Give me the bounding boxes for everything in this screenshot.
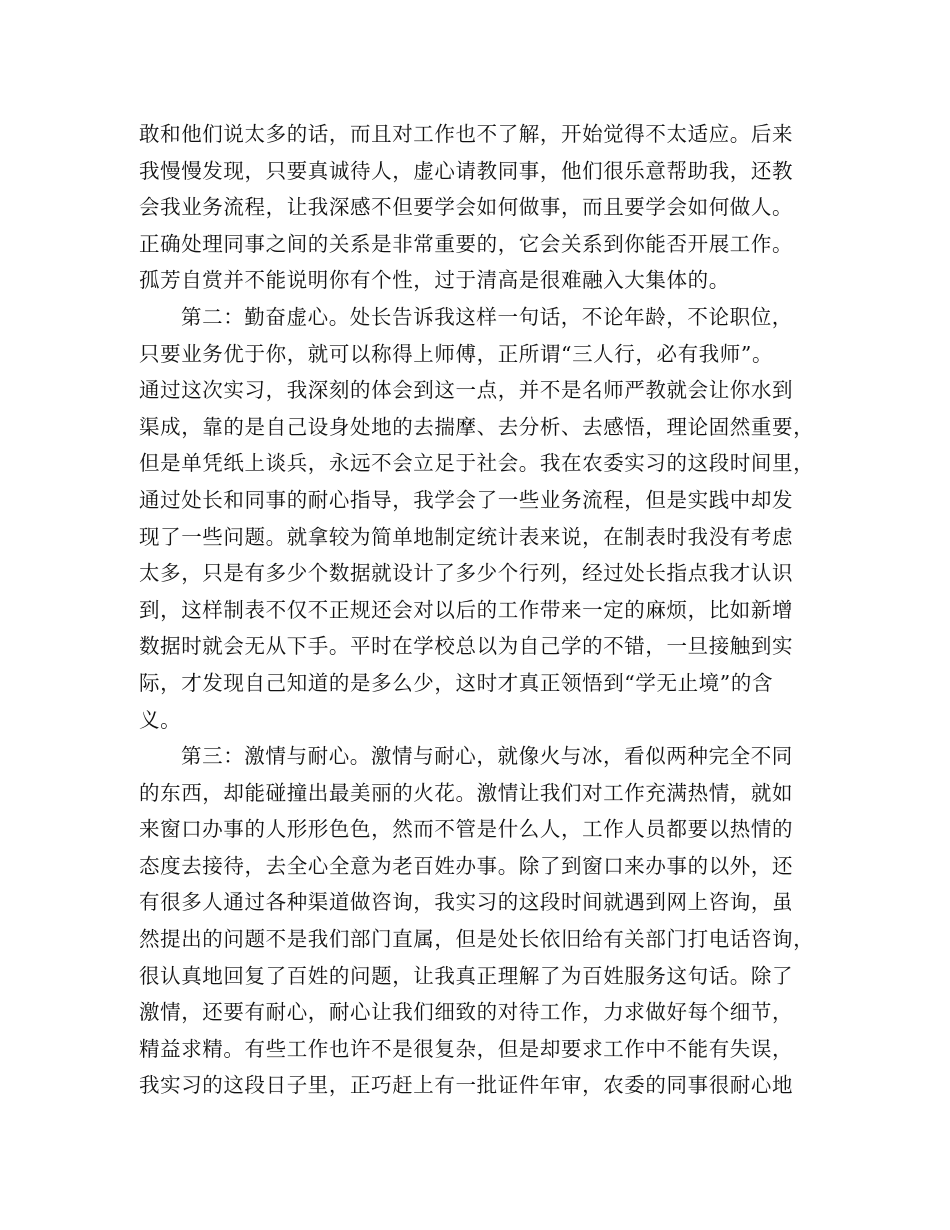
text-line: 我慢慢发现，只要真诚待人，虚心请教同事，他们很乐意帮助我，还教 bbox=[139, 158, 794, 183]
paragraph-continuation bbox=[139, 116, 829, 299]
text-line: 来窗口办事的人形形色色，然而不管是什么人，工作人员都要以热情的 bbox=[139, 817, 794, 842]
text-line: 我实习的这段日子里，正巧赶上有一批证件年审，农委的同事很耐心地 bbox=[139, 1073, 794, 1098]
text-line: 数据时就会无从下手。平时在学校总以为自己学的不错，一旦接触到实 bbox=[139, 634, 794, 659]
text-line: 然提出的问题不是我们部门直属，但是处长依旧给有关部门打电话咨询， bbox=[139, 927, 815, 952]
text-line: 际，才发现自己知道的是多么少，这时才真正领悟到“学无止境”的含 bbox=[139, 670, 774, 695]
text-line: 很认真地回复了百姓的问题，让我真正理解了为百姓服务这句话。除了 bbox=[139, 963, 794, 988]
text-line: 敢和他们说太多的话，而且对工作也不了解，开始觉得不太适应。后来 bbox=[139, 122, 794, 146]
document-body bbox=[139, 116, 829, 1104]
text-line: 义。 bbox=[139, 707, 182, 732]
text-line: 有很多人通过各种渠道做咨询，我实习的这段时间就遇到网上咨询，虽 bbox=[139, 890, 794, 915]
text-line: 但是单凭纸上谈兵，永远不会立足于社会。我在农委实习的这段时间里， bbox=[139, 451, 815, 476]
text-line: 第二：勤奋虚心。处长告诉我这样一句话，不论年龄，不论职位， bbox=[181, 304, 793, 329]
text-line: 会我业务流程，让我深感不但要学会如何做事，而且要学会如何做人。 bbox=[139, 195, 794, 220]
text-line: 太多，只是有多少个数据就设计了多少个行列，经过处长指点我才认识 bbox=[139, 561, 794, 586]
paragraph-second-point bbox=[139, 299, 829, 738]
text-line: 通过处长和同事的耐心指导，我学会了一些业务流程，但是实践中却发 bbox=[139, 487, 794, 512]
text-line: 正确处理同事之间的关系是非常重要的，它会关系到你能否开展工作。 bbox=[139, 231, 794, 256]
text-line: 现了一些问题。就拿较为简单地制定统计表来说，在制表时我没有考虑 bbox=[139, 524, 794, 549]
text-line: 态度去接待，去全心全意为老百姓办事。除了到窗口来办事的以外，还 bbox=[139, 853, 794, 878]
text-line: 通过这次实习，我深刻的体会到这一点，并不是名师严教就会让你水到 bbox=[139, 378, 794, 403]
text-line: 只要业务优于你，就可以称得上师傅，正所谓“三人行，必有我师”。 bbox=[139, 341, 774, 366]
text-line: 孤芳自赏并不能说明你有个性，过于清高是很难融入大集体的。 bbox=[139, 268, 730, 293]
text-line: 渠成，靠的是自己设身处地的去揣摩、去分析、去感悟，理论固然重要， bbox=[139, 414, 815, 439]
text-line: 第三：激情与耐心。激情与耐心，就像火与冰，看似两种完全不同 bbox=[181, 744, 793, 769]
paragraph-third-point bbox=[139, 738, 829, 1104]
text-line: 的东西，却能碰撞出最美丽的火花。激情让我们对工作充满热情，就如 bbox=[139, 780, 794, 805]
text-line: 激情，还要有耐心，耐心让我们细致的对待工作，力求做好每个细节， bbox=[139, 1000, 794, 1025]
text-line: 精益求精。有些工作也许不是很复杂，但是却要求工作中不能有失误， bbox=[139, 1036, 794, 1061]
text-line: 到，这样制表不仅不正规还会对以后的工作带来一定的麻烦，比如新增 bbox=[139, 597, 794, 622]
